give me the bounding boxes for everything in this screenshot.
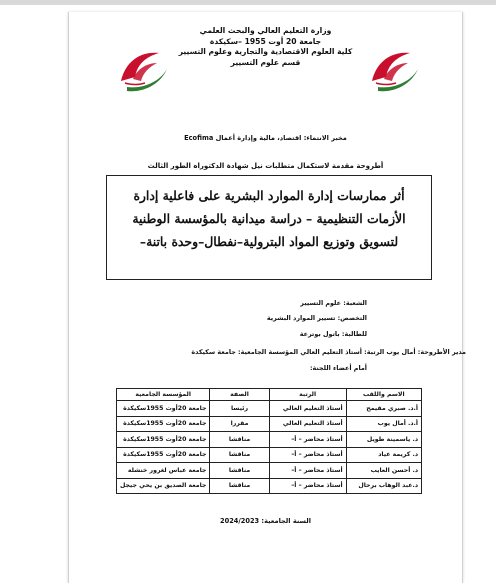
jury-name: د.عبد الوهاب برحال	[346, 478, 421, 494]
jury-institution: جامعة عباس لغرور خنشلة	[117, 463, 210, 479]
jury-rank: أستاذ محاضر – أ–	[269, 432, 346, 448]
academic-year: السنة الجامعية: 2024/2023	[220, 517, 311, 525]
faculty-line: كلية العلوم الاقتصادية والتجارية وعلوم التسيير	[178, 47, 353, 56]
jury-rank: أستاذ محاضر – أ–	[269, 478, 346, 494]
jury-rank: أستاذ التعليم العالي	[269, 401, 346, 417]
thesis-title-box	[106, 175, 432, 280]
jury-name: أ.د. أمال يوب	[346, 416, 421, 432]
jury-name: د. أحسن العايب	[346, 463, 421, 479]
col-header-role: الصفة	[210, 389, 269, 401]
thesis-type: أطروحة مقدمة لاستكمال متطلبات نيل شهادة الدكتوراه الطور الثالث	[147, 162, 384, 170]
col-header-name: الاسم واللقب	[346, 389, 421, 401]
jury-header-row	[117, 389, 422, 401]
jury-role: مناقشا	[210, 478, 269, 494]
jury-name: أ.د. صبري مقيمح	[346, 401, 421, 417]
lab-line: مخبر الانتماء: اقتصاد، مالية وإدارة أعمال Ecofima	[184, 134, 347, 142]
jury-rank: أستاذ محاضر – أ–	[269, 463, 346, 479]
table-row	[117, 416, 422, 432]
col-header-institution: المؤسسة الجامعية	[117, 389, 210, 401]
top-scrollbar[interactable]	[0, 0, 496, 5]
table-row	[117, 478, 422, 494]
jury-institution: جامعة 20أوت 1955سكيكدة	[117, 401, 210, 417]
supervisor-line: مدير الأطروحة: أمال يوب الرتبة: أستاذ التعليم العالي المؤسسة الجامعية: جامعة سكيكدة	[191, 348, 466, 356]
jury-table	[116, 388, 422, 494]
jury-name: د. ياسمينة طويل	[346, 432, 421, 448]
jury-name: د. كريمة عياد	[346, 447, 421, 463]
institution-header	[69, 26, 462, 68]
jury-institution: جامعة 20أوت 1955سكيكدة	[117, 432, 210, 448]
document-page	[68, 12, 466, 583]
ministry-line: وزارة التعليم العالي والبحث العلمي	[199, 26, 332, 35]
university-line: جامعة 20 أوت 1955 –سكيكدة	[209, 36, 322, 46]
title-line-2: الأزمات التنظيمية – دراسة ميدانية بالمؤسسة الوطنية	[132, 211, 406, 226]
jury-role: مناقشا	[210, 463, 269, 479]
jury-role: رئيسا	[210, 401, 269, 417]
jury-role: مناقشا	[210, 447, 269, 463]
jury-rank: أستاذ التعليم العالي	[269, 416, 346, 432]
student-line: للطالبة: باتول بوترعة	[299, 330, 367, 338]
jury-role: مقررا	[210, 416, 269, 432]
col-header-rank: الرتبة	[269, 389, 346, 401]
jury-title: أمام أعضاء اللجنة:	[309, 364, 367, 372]
table-row	[117, 432, 422, 448]
jury-rank: أستاذ محاضر – أ–	[269, 447, 346, 463]
department-line: قسم علوم التسيير	[230, 57, 301, 67]
branch-line: الشعبة: علوم التسيير	[300, 299, 367, 307]
specialty-line: التخصص: تسيير الموارد البشرية	[266, 314, 367, 322]
title-line-1: أثر ممارسات إدارة الموارد البشرية على فاعلية إدارة	[133, 188, 405, 203]
table-row	[117, 463, 422, 479]
jury-institution: جامعة 20أوت 1955سكيكدة	[117, 447, 210, 463]
title-line-3: لتسويق وتوزيع المواد البترولية–نفطال–وحدة باتنة–	[139, 234, 399, 249]
jury-institution: جامعة 20أوت 1955سكيكدة	[117, 416, 210, 432]
jury-role: مناقشا	[210, 432, 269, 448]
table-row	[117, 447, 422, 463]
table-row	[117, 401, 422, 417]
jury-institution: جامعة الصديق بن يحي جيجل	[117, 478, 210, 494]
